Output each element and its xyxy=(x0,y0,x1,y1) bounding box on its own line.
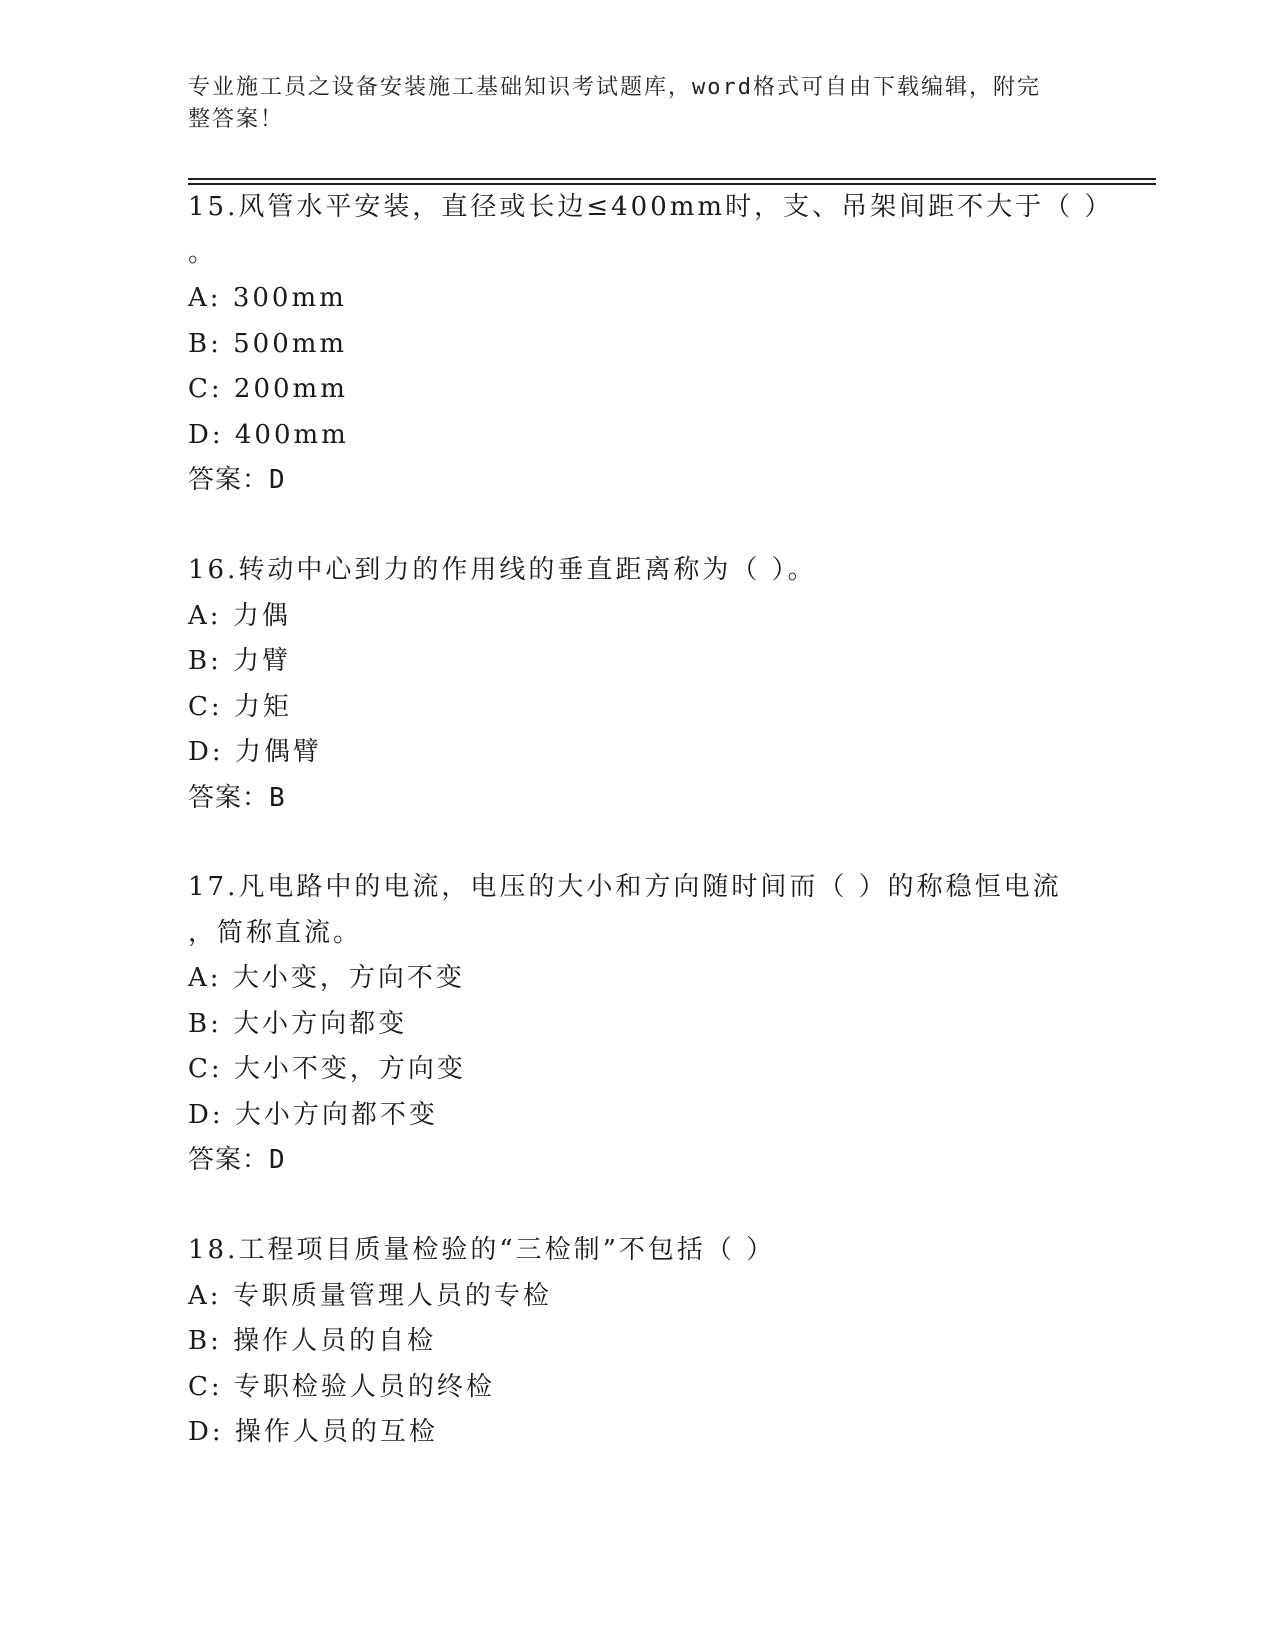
option-d xyxy=(188,730,1108,776)
option-label: D: xyxy=(188,1417,235,1447)
option-label: B: xyxy=(188,646,234,676)
option-text: 300mm xyxy=(232,283,347,313)
option-a xyxy=(188,276,1108,322)
answer-line xyxy=(188,776,1108,822)
question-17 xyxy=(188,865,1108,1184)
option-label: A: xyxy=(188,963,233,993)
option-d xyxy=(188,1093,1108,1139)
answer-label: 答案： xyxy=(188,782,270,813)
option-b xyxy=(188,322,1108,368)
option-text: 专职检验人员的终检 xyxy=(233,1371,495,1402)
option-a xyxy=(188,1274,1108,1320)
option-text: 400mm xyxy=(234,419,349,450)
option-label: B: xyxy=(188,1008,234,1039)
answer-value: D xyxy=(269,465,286,495)
option-text: 力臂 xyxy=(233,646,292,676)
answer-line xyxy=(188,1138,1108,1184)
option-text: 力偶 xyxy=(232,600,291,631)
answer-line xyxy=(188,458,1108,504)
option-c xyxy=(188,685,1108,731)
question-stem-continued: 。 xyxy=(188,237,218,268)
option-label: D: xyxy=(188,1099,235,1130)
question-15 xyxy=(188,185,1114,504)
option-label: A: xyxy=(188,1280,233,1311)
option-label: A: xyxy=(188,600,233,631)
option-a xyxy=(188,956,1108,1002)
option-label: B: xyxy=(188,328,234,359)
header-line-2: 整答案！ xyxy=(188,107,285,132)
option-a xyxy=(188,594,1108,640)
option-b xyxy=(188,1319,1108,1365)
answer-value: B xyxy=(269,782,286,813)
answer-label: 答案： xyxy=(188,465,270,495)
question-16 xyxy=(188,548,1108,821)
option-text: 专职质量管理人员的专检 xyxy=(232,1280,552,1311)
option-text: 大小不变，方向变 xyxy=(233,1054,466,1084)
option-label: C: xyxy=(188,1054,234,1084)
option-c xyxy=(188,367,1108,413)
option-text: 操作人员的自检 xyxy=(233,1326,437,1356)
option-d xyxy=(188,1410,1108,1456)
option-text: 500mm xyxy=(233,328,348,359)
option-label: C: xyxy=(188,1371,234,1402)
option-label: A: xyxy=(188,283,233,313)
option-text: 力矩 xyxy=(233,691,292,722)
question-stem: 17.凡电路中的电流，电压的大小和方向随时间而（ ）的称稳恒电流 xyxy=(188,872,1062,902)
option-text: 大小变，方向不变 xyxy=(232,963,465,993)
option-c xyxy=(188,1047,1108,1093)
option-text: 大小方向都不变 xyxy=(234,1099,438,1130)
question-stem: 15.风管水平安装，直径或长边≤400mm时，支、吊架间距不大于（ ） xyxy=(188,192,1114,222)
option-label: C: xyxy=(188,691,234,722)
option-label: D: xyxy=(188,419,235,450)
header-divider-top xyxy=(188,178,1156,180)
option-text: 大小方向都变 xyxy=(233,1008,408,1039)
answer-label: 答案： xyxy=(188,1145,270,1175)
document-header xyxy=(188,72,1068,136)
option-text: 力偶臂 xyxy=(234,737,322,767)
option-label: D: xyxy=(188,737,235,767)
option-b xyxy=(188,639,1108,685)
question-stem: 18.工程项目质量检验的“三检制”不包括（ ） xyxy=(188,1235,776,1265)
option-text: 操作人员的互检 xyxy=(234,1417,438,1447)
option-c xyxy=(188,1365,1108,1411)
answer-value: D xyxy=(269,1145,286,1175)
option-label: B: xyxy=(188,1326,234,1356)
header-line-1: 专业施工员之设备安装施工基础知识考试题库，word格式可自由下载编辑，附完 xyxy=(188,75,1041,100)
option-d xyxy=(188,413,1108,459)
option-label: C: xyxy=(188,374,234,404)
option-b xyxy=(188,1002,1108,1048)
question-stem: 16.转动中心到力的作用线的垂直距离称为（ ）。 xyxy=(188,555,817,585)
option-text: 200mm xyxy=(233,374,348,404)
question-stem-continued: ，简称直流。 xyxy=(188,917,363,948)
question-18 xyxy=(188,1228,1108,1456)
